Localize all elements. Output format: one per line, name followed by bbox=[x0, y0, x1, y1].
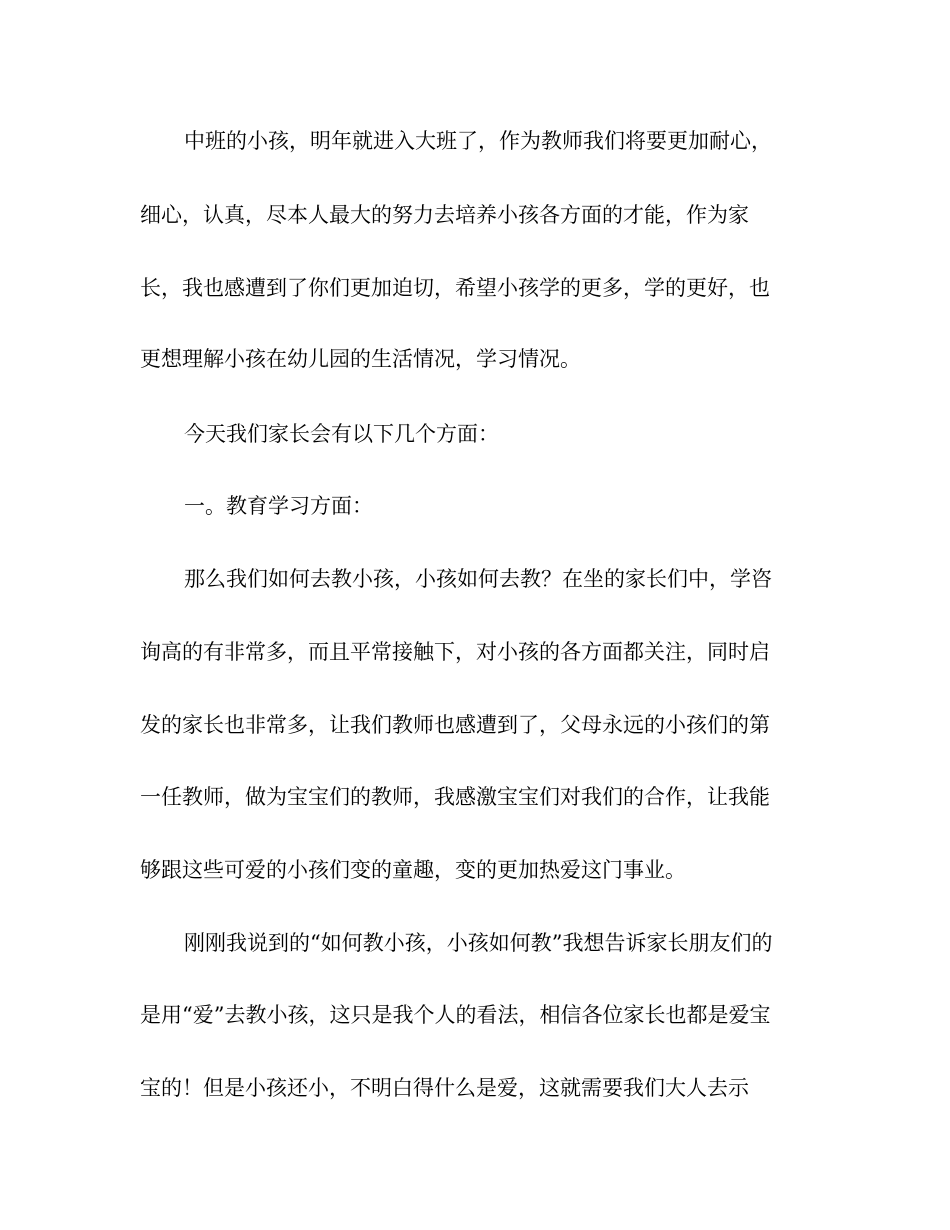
paragraph-4-line-3: 宝的！但是小孩还小，不明白得什么是爱，这就需要我们大人去示 bbox=[140, 1076, 749, 1100]
section-heading: 一。教育学习方面： bbox=[184, 494, 373, 518]
paragraph-1-line-3: 长，我也感遭到了你们更加迫切，希望小孩学的更多，学的更好，也 bbox=[140, 276, 770, 300]
paragraph-4-line-1: 刚刚我说到的“如何教小孩，小孩如何教”我想告诉家长朋友们的 bbox=[184, 931, 773, 955]
paragraph-3-line-1: 那么我们如何去教小孩，小孩如何去教？在坐的家长们中，学咨 bbox=[184, 567, 772, 591]
paragraph-2-line-1: 今天我们家长会有以下几个方面： bbox=[184, 422, 499, 446]
paragraph-1-line-1: 中班的小孩，明年就进入大班了，作为教师我们将要更加耐心， bbox=[184, 129, 772, 153]
paragraph-4-line-2: 是用“爱”去教小孩，这只是我个人的看法，相信各位家长也都是爱宝 bbox=[140, 1003, 771, 1027]
paragraph-3-line-3: 发的家长也非常多，让我们教师也感遭到了，父母永远的小孩们的第 bbox=[140, 713, 770, 737]
paragraph-3-line-4: 一任教师，做为宝宝们的教师，我感激宝宝们对我们的合作，让我能 bbox=[140, 785, 770, 809]
paragraph-1-line-2: 细心，认真，尽本人最大的努力去培养小孩各方面的才能，作为家 bbox=[140, 203, 749, 227]
paragraph-1-line-4: 更想理解小孩在幼儿园的生活情况，学习情况。 bbox=[140, 347, 581, 371]
paragraph-3-line-2: 询高的有非常多，而且平常接触下，对小孩的各方面都关注，同时启 bbox=[140, 640, 770, 664]
paragraph-3-line-5: 够跟这些可爱的小孩们变的童趣，变的更加热爱这门事业。 bbox=[140, 858, 686, 882]
